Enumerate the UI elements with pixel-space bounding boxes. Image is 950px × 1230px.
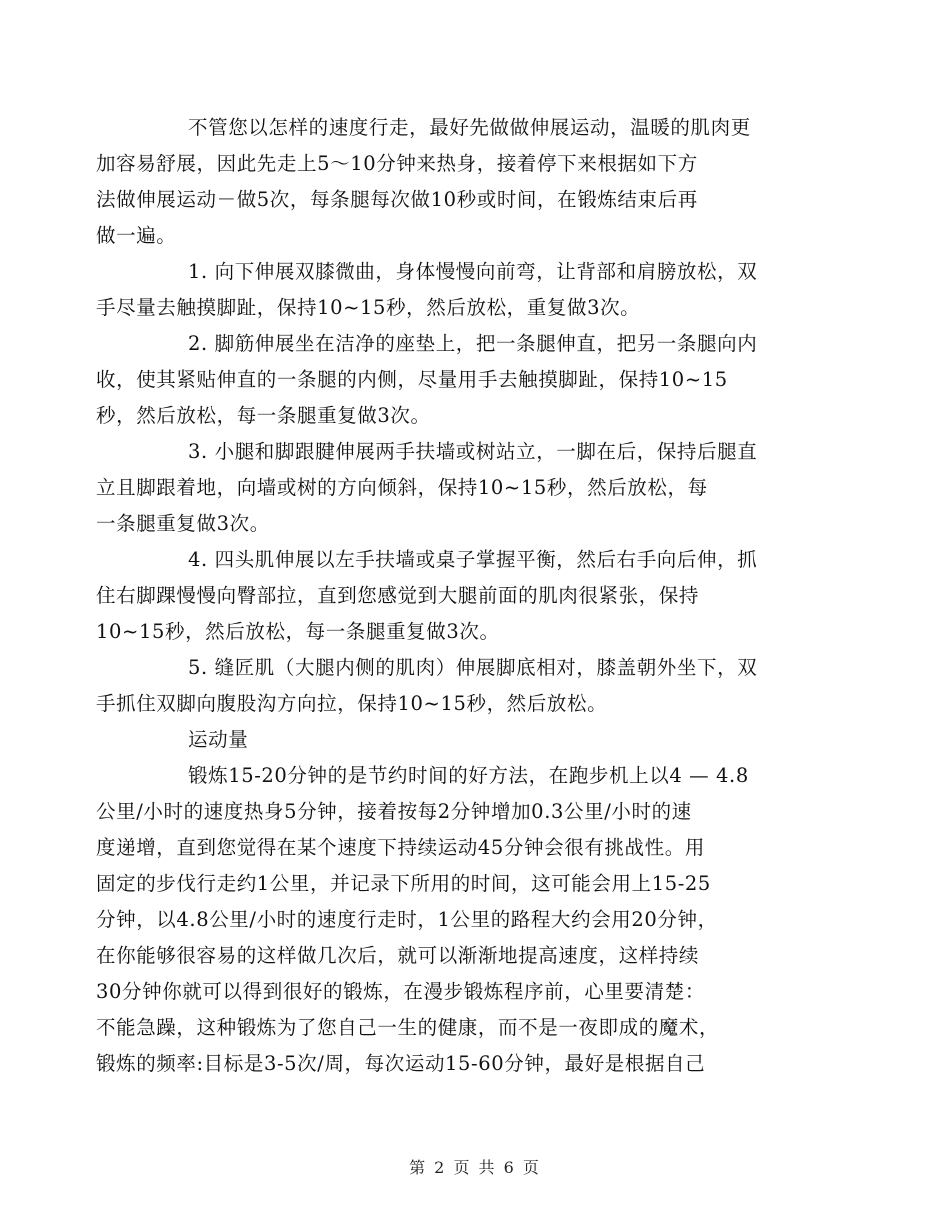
text-line: 分钟，以4.8公里/小时的速度行走时，1公里的路程大约会用20分钟， — [96, 908, 718, 931]
text-line: 秒，然后放松，每一条腿重复做3次。 — [96, 404, 431, 427]
text-line: 公里/小时的速度热身5分钟，接着按每2分钟增加0.3公里/小时的速 — [96, 800, 692, 823]
text-line: 法做伸展运动－做5次，每条腿每次做10秒或时间，在锻炼结束后再 — [96, 188, 698, 211]
text-line: 不能急躁，这种锻炼为了您自己一生的健康，而不是一夜即成的魔术， — [96, 1016, 720, 1039]
text-line: 2. 脚筋伸展坐在洁净的座垫上，把一条腿伸直，把另一条腿向内 — [188, 332, 758, 355]
paragraph — [96, 650, 810, 722]
text-line: 在你能够很容易的这样做几次后，就可以渐渐地提高速度，这样持续 — [96, 944, 700, 967]
text-line: 3. 小腿和脚跟腱伸展两手扶墙或树站立，一脚在后，保持后腿直 — [188, 440, 758, 463]
paragraph — [96, 542, 810, 650]
paragraph — [96, 434, 810, 542]
paragraph — [96, 326, 810, 434]
paragraph — [96, 110, 810, 254]
paragraph — [96, 758, 810, 1082]
text-line: 收，使其紧贴伸直的一条腿的内侧，尽量用手去触摸脚趾，保持10~15 — [96, 368, 728, 391]
text-line: 立且脚跟着地，向墙或树的方向倾斜，保持10~15秒，然后放松，每 — [96, 476, 708, 499]
text-line: 5. 缝匠肌（大腿内侧的肌肉）伸展脚底相对，膝盖朝外坐下，双 — [188, 656, 758, 679]
text-line: 一条腿重复做3次。 — [96, 512, 270, 535]
text-line: 度递增，直到您觉得在某个速度下持续运动45分钟会很有挑战性。用 — [96, 836, 705, 859]
text-line: 住右脚踝慢慢向臀部拉，直到您感觉到大腿前面的肌肉很紧张，保持 — [96, 584, 700, 607]
text-line: 固定的步伐行走约1公里，并记录下所用的时间，这可能会用上15-25 — [96, 872, 711, 895]
text-line: 不管您以怎样的速度行走，最好先做做伸展运动，温暖的肌肉更 — [188, 116, 751, 139]
text-line: 手尽量去触摸脚趾，保持10~15秒，然后放松，重复做3次。 — [96, 296, 641, 319]
text-line: 加容易舒展，因此先走上5～10分钟来热身，接着停下来根据如下方 — [96, 152, 698, 175]
text-line: 10~15秒，然后放松，每一条腿重复做3次。 — [96, 620, 500, 643]
text-line: 手抓住双脚向腹股沟方向拉，保持10~15秒，然后放松。 — [96, 692, 608, 715]
text-line: 锻炼的频率:目标是3-5次/周，每次运动15-60分钟，最好是根据自己 — [96, 1052, 706, 1075]
text-line: 30分钟你就可以得到很好的锻炼，在漫步锻炼程序前，心里要清楚： — [96, 980, 705, 1003]
text-line: 做一遍。 — [96, 224, 177, 247]
paragraph — [96, 254, 810, 326]
paragraph — [142, 722, 810, 758]
text-line: 锻炼15-20分钟的是节约时间的好方法，在跑步机上以4 — 4.8 — [188, 764, 749, 787]
page-footer: 第 2 页 共 6 页 — [409, 1158, 541, 1177]
text-line: 4. 四头肌伸展以左手扶墙或桌子掌握平衡，然后右手向后伸，抓 — [188, 548, 758, 571]
text-line: 运动量 — [188, 728, 249, 751]
document-body — [96, 110, 810, 1082]
text-line: 1. 向下伸展双膝微曲，身体慢慢向前弯，让背部和肩膀放松，双 — [188, 260, 758, 283]
